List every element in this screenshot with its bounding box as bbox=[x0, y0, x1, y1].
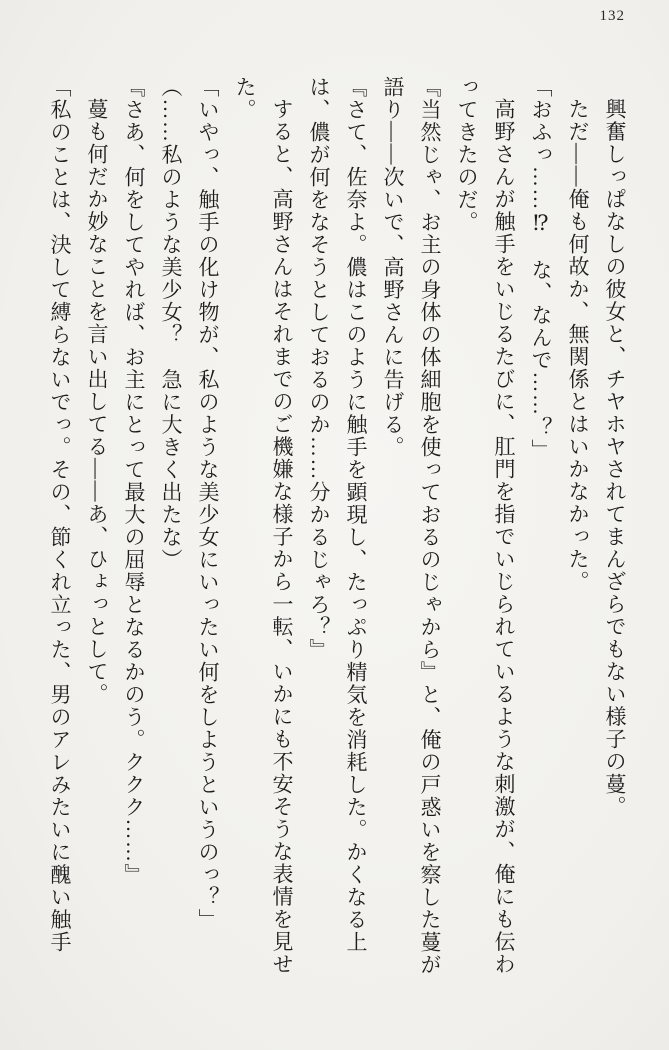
paragraph: 「私のことは、決して縛らないでっ。その、節くれ立った、男のアレみたいに醜い触手 bbox=[48, 76, 72, 954]
paragraph: 『さあ、何をしてやれば、お主にとって最大の屈辱となるかのう。ククク……』 bbox=[122, 76, 146, 886]
paragraph: ただ――俺も何故か、無関係とはいかなかった。 bbox=[566, 98, 590, 593]
paragraph: 興奮しっぱなしの彼女と、チヤホヤされてまんざらでもない様子の蔓。 bbox=[603, 98, 627, 818]
paragraph: （……私のような美少女？ 急に大きく出たな） bbox=[159, 76, 183, 571]
paragraph: すると、高野さんはそれまでのご機嫌な様子から一転、いかにも不安そうな表情を見せた。 bbox=[233, 76, 294, 976]
paragraph: 蔓も何だか妙なことを言い出してる――あ、ひょっとして。 bbox=[85, 98, 109, 706]
paragraph: 「いやっ、触手の化け物が、私のような美少女にいったい何をしようというのっ？」 bbox=[196, 76, 220, 931]
text-block bbox=[41, 76, 633, 984]
page-number: 132 bbox=[599, 8, 625, 24]
paragraph: 「おふっ……⁉ な、なんで……？」 bbox=[529, 76, 553, 462]
paragraph: 高野さんが触手をいじるたびに、肛門を指でいじられているような刺激が、俺にも伝わってきたのだ。 bbox=[455, 76, 516, 976]
paragraph: 『さて、佐奈よ。儂はこのように触手を顕現し、たっぷり精気を消耗した。かくなる上は、儂が何をなそうとしておるのか……分かるじゃろ？』 bbox=[307, 76, 368, 954]
paragraph: 『当然じゃ、お主の身体の体細胞を使っておるのじゃから』と、俺の戸惑いを察した蔓が語り――次いで、高野さんに告げる。 bbox=[381, 76, 442, 976]
